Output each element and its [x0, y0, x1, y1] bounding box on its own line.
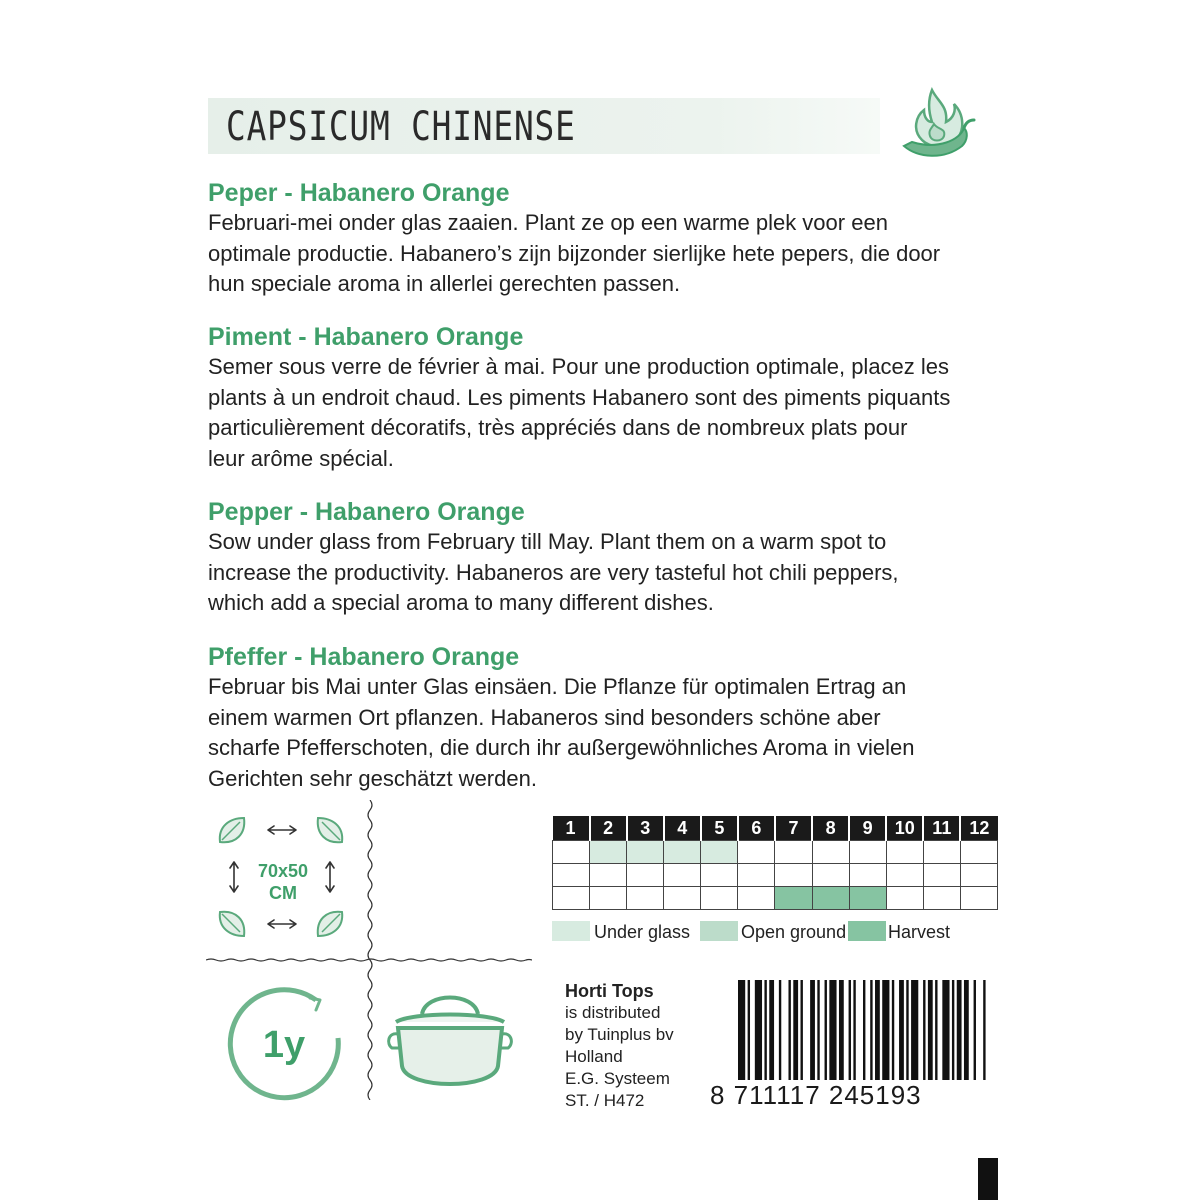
barcode-bar	[801, 980, 803, 1080]
chili-pepper-flame-icon	[898, 84, 978, 168]
calendar-cell	[738, 887, 775, 910]
distributor-info	[565, 980, 674, 1112]
sowing-calendar	[552, 816, 998, 910]
calendar-cell	[627, 887, 664, 910]
month-header: 11	[923, 816, 960, 841]
barcode-bar	[923, 980, 925, 1080]
section-german	[208, 642, 1000, 794]
month-header: 4	[664, 816, 701, 841]
barcode-bar	[748, 980, 750, 1080]
text-line: hun speciale aroma in allerlei gerechten passen.	[208, 271, 681, 296]
section-dutch	[208, 178, 1000, 300]
barcode-bar	[906, 980, 908, 1080]
distributor-line: Holland	[565, 1047, 623, 1066]
spacing-unit: CM	[269, 883, 297, 903]
spacing-label	[250, 860, 316, 904]
text-line: plants à un endroit chaud. Les piments Habanero sont des piments piquants	[208, 384, 951, 410]
calendar-cell	[627, 864, 664, 887]
barcode-bar	[738, 980, 745, 1080]
barcode-bar	[793, 980, 798, 1080]
calendar-cell	[960, 864, 997, 887]
barcode-bar	[870, 980, 872, 1080]
barcode-bar	[974, 980, 976, 1080]
text-line: leur arôme spécial.	[208, 445, 394, 471]
calendar-cell	[886, 841, 923, 864]
section-title: Pfeffer - Habanero Orange	[208, 643, 520, 671]
calendar-cell	[664, 887, 701, 910]
month-header: 7	[775, 816, 812, 841]
legend-label-harvest: Harvest	[888, 922, 951, 942]
distributor-line: is distributed	[565, 1003, 661, 1022]
calendar-cell	[738, 841, 775, 864]
calendar-cell	[701, 887, 738, 910]
barcode-bar	[769, 980, 774, 1080]
calendar-cell	[553, 887, 590, 910]
section-text	[208, 527, 1000, 619]
barcode-bar	[875, 980, 880, 1080]
latin-name-title: CAPSICUM CHINENSE	[226, 104, 576, 150]
spacing-dimensions: 70x50	[257, 861, 309, 881]
calendar-row	[553, 887, 998, 910]
barcode-bar	[853, 980, 855, 1080]
barcode-bar	[983, 980, 985, 1080]
barcode-bar	[779, 980, 781, 1080]
wavy-divider-horizontal	[206, 958, 532, 962]
calendar-cell	[886, 864, 923, 887]
text-line: Semer sous verre de février à mai. Pour une production optimale, placez les	[208, 354, 950, 379]
calendar-cell	[553, 841, 590, 864]
legend-label-under-glass: Under glass	[594, 922, 691, 942]
calendar-cell	[664, 841, 701, 864]
section-text	[208, 352, 1000, 474]
month-header: 1	[553, 816, 590, 841]
registration-mark	[978, 1158, 998, 1200]
barcode-bar	[911, 980, 918, 1080]
calendar-cell	[812, 887, 849, 910]
barcode-number: 8 711117 245193	[710, 1080, 922, 1110]
barcode-bar	[928, 980, 933, 1080]
calendar-cell	[960, 841, 997, 864]
text-line: optimale productie. Habanero’s zijn bijzonder sierlijke hete pepers, die door	[208, 240, 941, 266]
distributor-line: E.G. Systeem	[565, 1069, 670, 1088]
barcode-bar	[849, 980, 851, 1080]
month-header: 5	[701, 816, 738, 841]
barcode-bar	[810, 980, 815, 1080]
section-english	[208, 497, 1000, 619]
calendar-cell	[923, 864, 960, 887]
text-line: Februar bis Mai unter Glas einsäen. Die Pflanze für optimalen Ertrag an	[208, 674, 907, 699]
barcode-bar	[863, 980, 865, 1080]
barcode-bar	[935, 980, 937, 1080]
legend-swatch-harvest	[848, 921, 886, 941]
calendar-row	[553, 841, 998, 864]
barcode-bar	[817, 980, 819, 1080]
calendar-cell	[812, 841, 849, 864]
calendar-cell	[923, 887, 960, 910]
barcode-bar	[892, 980, 894, 1080]
calendar-cell	[775, 841, 812, 864]
section-french	[208, 322, 1000, 474]
lifespan-label: 1y	[262, 1024, 306, 1066]
barcode-bar	[764, 980, 766, 1080]
calendar-cell	[701, 864, 738, 887]
calendar-cell	[738, 864, 775, 887]
cooking-pot-icon	[382, 988, 518, 1098]
month-header: 12	[960, 816, 997, 841]
text-line: scharfe Pfefferschoten, die durch ihr außergewöhnliches Aroma in vielen	[208, 735, 915, 760]
barcode	[738, 980, 988, 1080]
calendar-cell	[775, 864, 812, 887]
calendar-cell	[849, 887, 886, 910]
barcode-bar	[788, 980, 790, 1080]
distributor-line: ST. / H472	[565, 1091, 645, 1110]
brand-name: Horti Tops	[565, 981, 654, 1001]
distributor-line: by Tuinplus bv	[565, 1025, 674, 1044]
month-header: 8	[812, 816, 849, 841]
legend-label-open-ground: Open ground	[741, 922, 847, 942]
calendar-cell	[590, 864, 627, 887]
barcode-bar	[755, 980, 762, 1080]
calendar-cell	[960, 887, 997, 910]
barcode-bar	[964, 980, 969, 1080]
barcode-bar	[899, 980, 904, 1080]
barcode-bar	[952, 980, 954, 1080]
barcode-bar	[839, 980, 844, 1080]
barcode-bar	[829, 980, 836, 1080]
wavy-divider-vertical	[366, 800, 374, 1100]
barcode-bar	[825, 980, 827, 1080]
barcode-bar	[882, 980, 889, 1080]
calendar-cell	[553, 864, 590, 887]
section-text	[208, 672, 1000, 794]
month-header: 3	[627, 816, 664, 841]
text-line: Sow under glass from February till May. Plant them on a warm spot to	[208, 529, 887, 554]
section-title: Piment - Habanero Orange	[208, 323, 524, 351]
barcode-bar	[957, 980, 962, 1080]
text-line: Februari-mei onder glas zaaien. Plant ze op een warme plek voor een	[208, 210, 888, 235]
section-title: Peper - Habanero Orange	[208, 179, 510, 207]
text-line: which add a special aroma to many different dishes.	[208, 590, 714, 615]
text-line: particulièrement décoratifs, très appréciés dans de nombreux plats pour	[208, 415, 908, 440]
calendar-cell	[627, 841, 664, 864]
section-title: Pepper - Habanero Orange	[208, 498, 525, 526]
section-text	[208, 208, 1000, 300]
month-header: 9	[849, 816, 886, 841]
month-header: 2	[590, 816, 627, 841]
calendar-body	[553, 841, 998, 910]
calendar-cell	[590, 841, 627, 864]
calendar-cell	[664, 864, 701, 887]
calendar-row	[553, 864, 998, 887]
calendar-cell	[886, 887, 923, 910]
calendar-month-row	[553, 816, 998, 841]
text-line: einem warmen Ort pflanzen. Habaneros sind besonders schöne aber	[208, 704, 881, 730]
calendar-cell	[701, 841, 738, 864]
calendar-cell	[812, 864, 849, 887]
month-header: 6	[738, 816, 775, 841]
legend-swatch-open-ground	[700, 921, 738, 941]
calendar-cell	[590, 887, 627, 910]
text-line: increase the productivity. Habaneros are very tasteful hot chili peppers,	[208, 559, 899, 585]
text-line: Gerichten sehr geschätzt werden.	[208, 765, 537, 791]
barcode-bar	[942, 980, 949, 1080]
calendar-cell	[775, 887, 812, 910]
month-header: 10	[886, 816, 923, 841]
calendar-cell	[923, 841, 960, 864]
calendar-cell	[849, 841, 886, 864]
legend-swatch-under-glass	[552, 921, 590, 941]
calendar-cell	[849, 864, 886, 887]
